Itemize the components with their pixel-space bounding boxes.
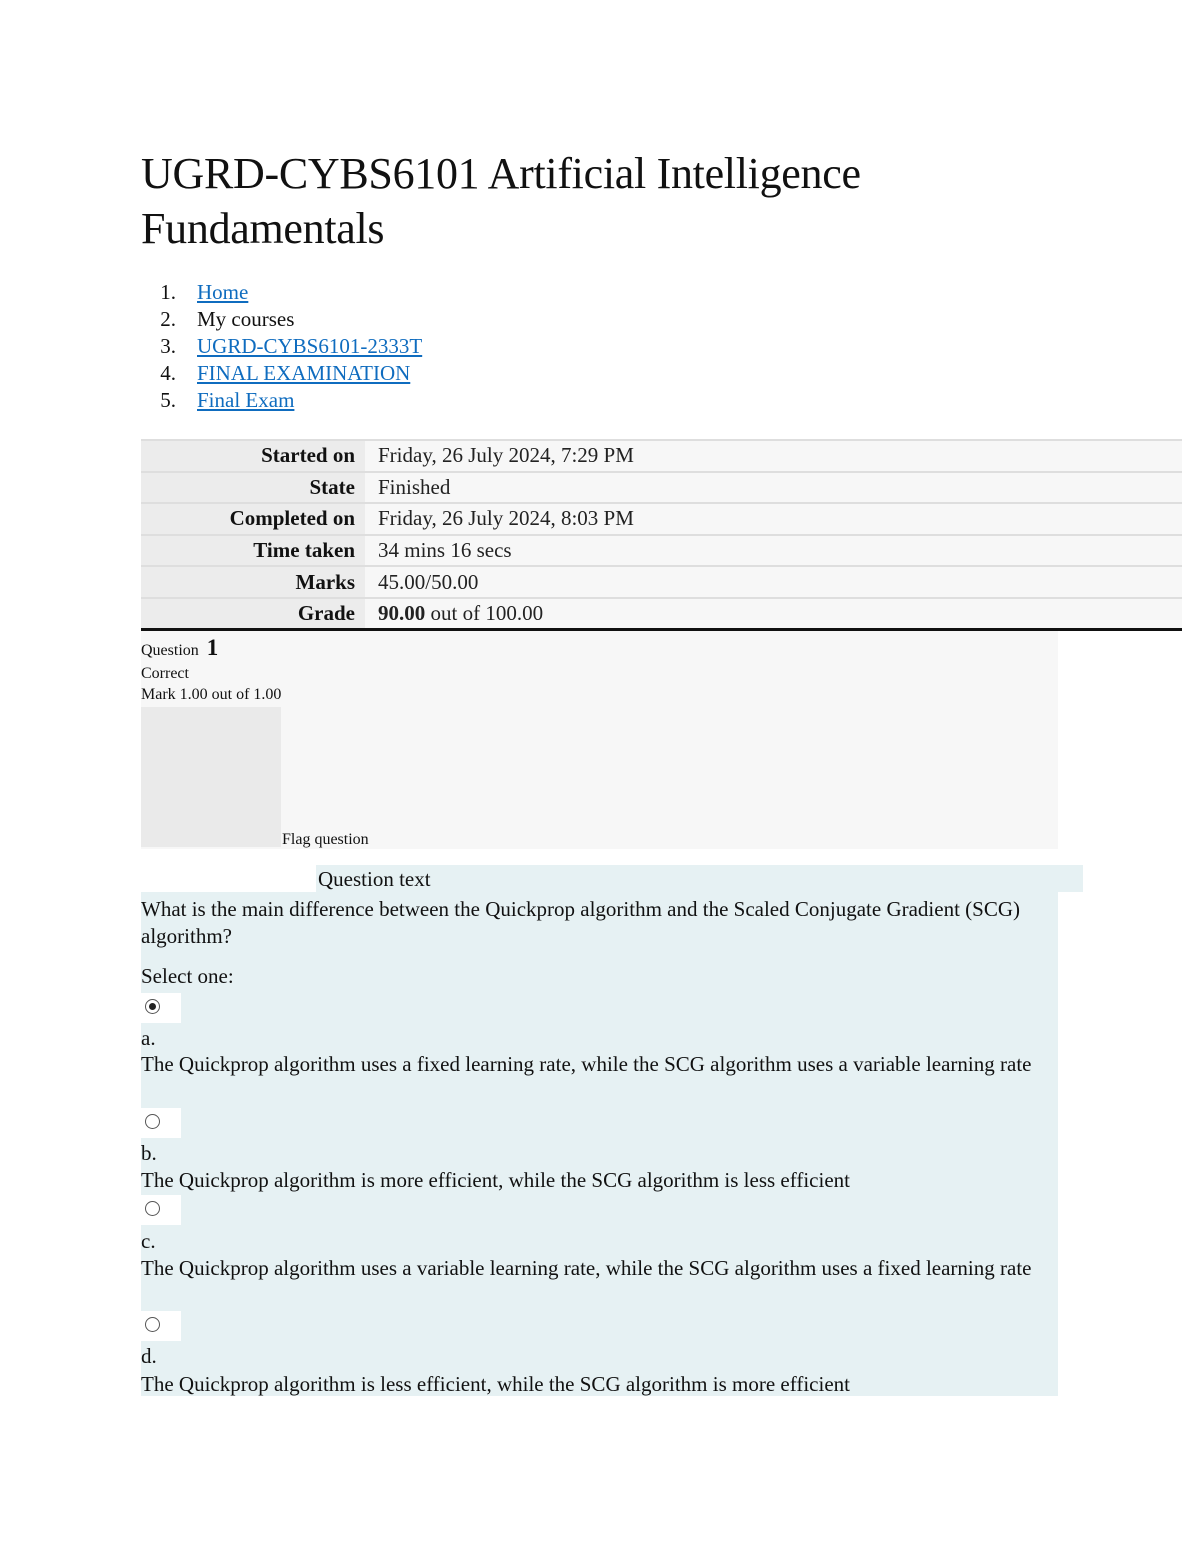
- breadcrumb-number: 3.: [160, 334, 176, 358]
- breadcrumb-link-course[interactable]: UGRD-CYBS6101-2333T: [197, 334, 423, 358]
- breadcrumb-link-final-examination[interactable]: FINAL EXAMINATION: [197, 361, 411, 385]
- summary-row-completed-on: [141, 503, 1182, 535]
- breadcrumb-link-final-exam[interactable]: Final Exam: [197, 388, 295, 412]
- attempt-summary-table: [141, 439, 1182, 631]
- option-a-letter: a.: [141, 1026, 156, 1050]
- option-a-radio-cell[interactable]: [141, 993, 181, 1023]
- breadcrumb-number: 5.: [160, 388, 176, 412]
- summary-value: 34 mins 16 secs: [365, 535, 1182, 567]
- option-b-radio[interactable]: [145, 1114, 160, 1129]
- summary-row-marks: [141, 566, 1182, 598]
- summary-value: Friday, 26 July 2024, 7:29 PM: [365, 440, 1182, 472]
- summary-value: Finished: [365, 472, 1182, 504]
- summary-row-started-on: [141, 440, 1182, 472]
- summary-label: Completed on: [141, 503, 365, 535]
- option-b-radio-cell[interactable]: [141, 1108, 181, 1138]
- question-number: [141, 635, 218, 661]
- breadcrumb-item-section: [141, 360, 422, 387]
- breadcrumb-item-home: [141, 279, 422, 306]
- option-c-radio[interactable]: [145, 1201, 160, 1216]
- question-content: [141, 892, 1058, 1396]
- breadcrumb-label-my-courses: My courses: [197, 307, 295, 331]
- option-b-letter: b.: [141, 1141, 157, 1165]
- question-prompt: What is the main difference between the Quickprop algorithm and the Scaled Conjugate Gradient (SCG) algorithm?: [141, 897, 1021, 948]
- option-c-text[interactable]: The Quickprop algorithm uses a variable learning rate, while the SCG algorithm uses a fixed learning rate: [141, 1256, 1032, 1280]
- option-a-text[interactable]: The Quickprop algorithm uses a fixed learning rate, while the SCG algorithm uses a variable learning rate: [141, 1052, 1032, 1076]
- summary-row-grade: [141, 598, 1182, 630]
- breadcrumb-link-home[interactable]: Home: [197, 280, 249, 304]
- breadcrumb-number: 1.: [160, 280, 176, 304]
- breadcrumb-item-my-courses: [141, 306, 422, 333]
- question-number-value: 1: [206, 635, 219, 660]
- breadcrumb-item-quiz: [141, 387, 422, 414]
- page-title: UGRD-CYBS6101 Artificial Intelligence Fundamentals: [141, 149, 861, 253]
- option-d-radio[interactable]: [145, 1317, 160, 1332]
- option-d-radio-cell[interactable]: [141, 1311, 181, 1341]
- option-c-letter: c.: [141, 1229, 156, 1253]
- summary-label: State: [141, 472, 365, 504]
- summary-value: [365, 598, 1182, 630]
- option-c-radio-cell[interactable]: [141, 1195, 181, 1225]
- option-d-letter: d.: [141, 1344, 157, 1368]
- question-info-panel: [141, 631, 1058, 849]
- breadcrumb: [141, 279, 422, 414]
- flag-icon[interactable]: [141, 707, 281, 847]
- breadcrumb-item-course: [141, 333, 422, 360]
- summary-row-state: [141, 472, 1182, 504]
- question-number-prefix: Question: [141, 642, 199, 659]
- grade-out-of: out of 100.00: [425, 601, 544, 626]
- question-text-label: Question text: [316, 865, 1083, 892]
- question-state: Correct: [141, 665, 189, 682]
- summary-value: Friday, 26 July 2024, 8:03 PM: [365, 503, 1182, 535]
- question-mark: Mark 1.00 out of 1.00: [141, 686, 282, 703]
- flag-question-link[interactable]: Flag question: [282, 831, 369, 848]
- summary-label: Time taken: [141, 535, 365, 567]
- breadcrumb-number: 4.: [160, 361, 176, 385]
- option-a-radio[interactable]: [145, 999, 160, 1014]
- summary-label: Grade: [141, 598, 365, 630]
- summary-value: 45.00/50.00: [365, 566, 1182, 598]
- grade-value: 90.00: [378, 601, 426, 626]
- select-one-label: Select one:: [141, 964, 234, 988]
- summary-label: Marks: [141, 566, 365, 598]
- option-d-text[interactable]: The Quickprop algorithm is less efficient, while the SCG algorithm is more efficient: [141, 1372, 850, 1396]
- breadcrumb-number: 2.: [160, 307, 176, 331]
- summary-row-time-taken: [141, 535, 1182, 567]
- option-b-text[interactable]: The Quickprop algorithm is more efficient, while the SCG algorithm is less efficient: [141, 1168, 850, 1192]
- summary-label: Started on: [141, 440, 365, 472]
